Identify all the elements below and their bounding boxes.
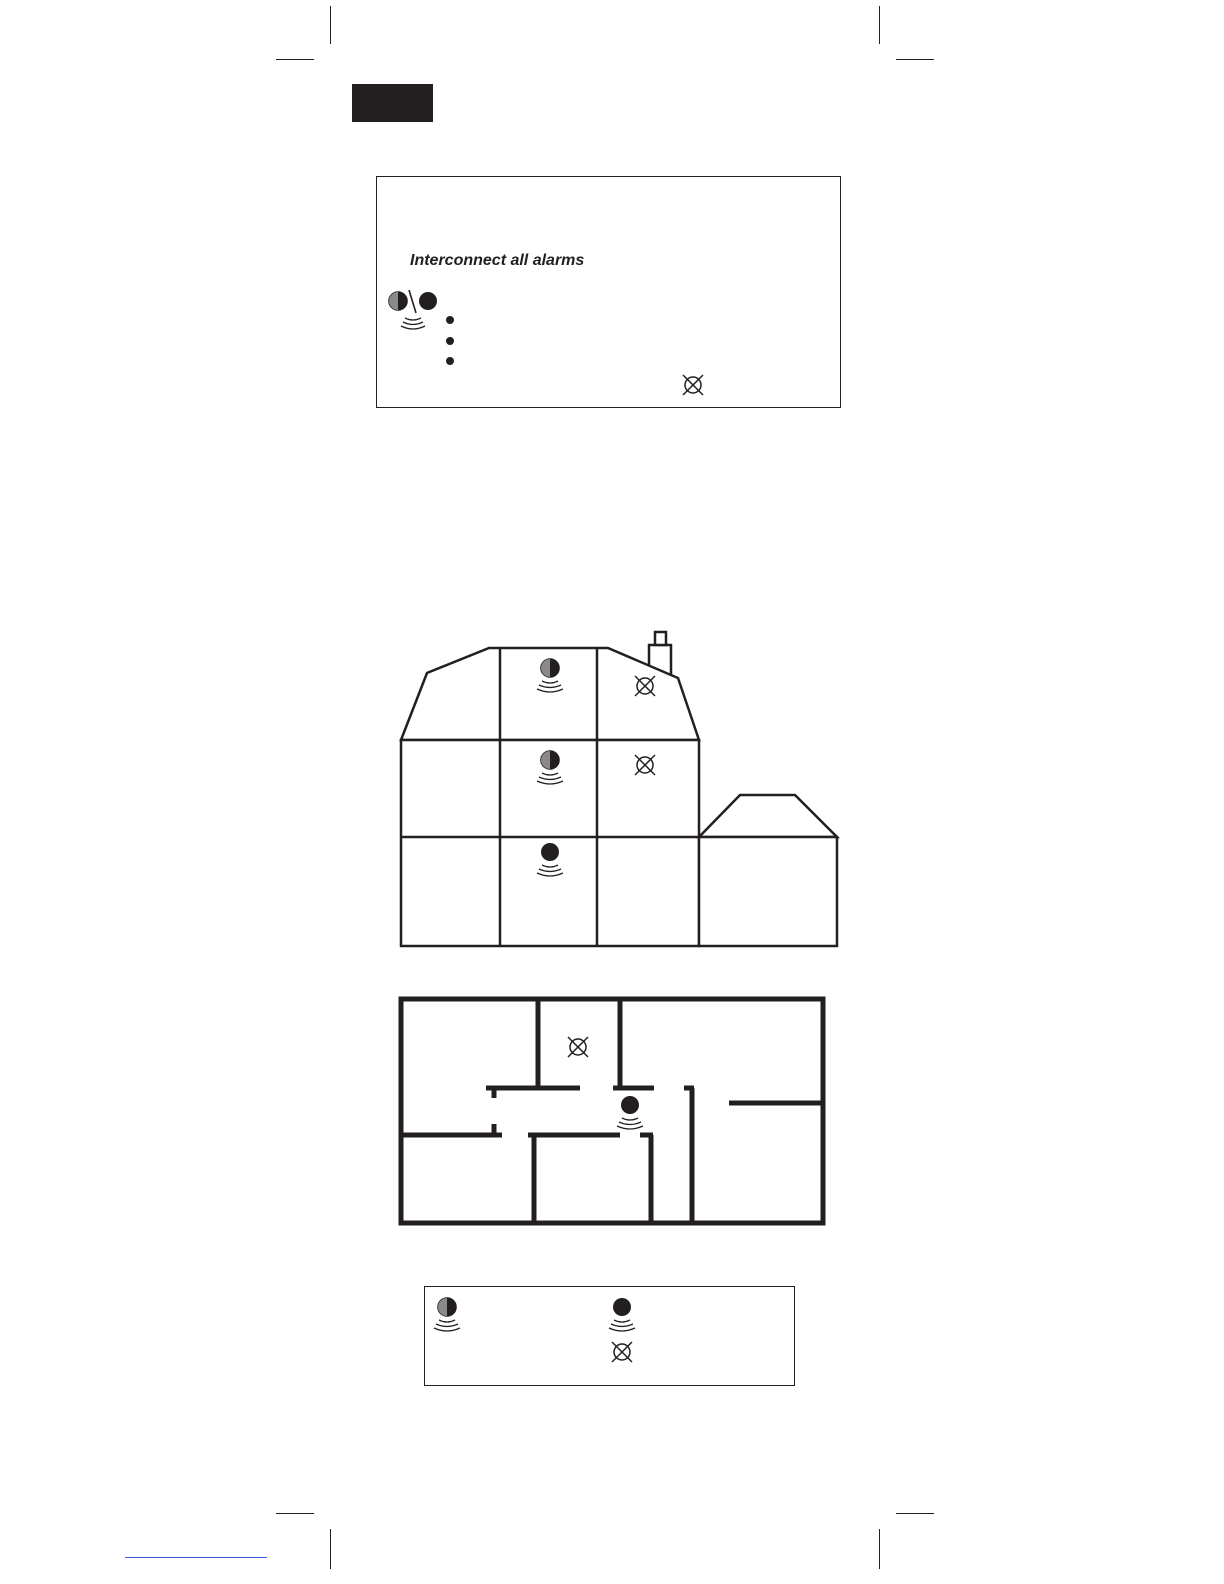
no-smoke-alarm-icon (612, 1342, 632, 1362)
optical-or-heat-alarm-icon (389, 290, 437, 329)
heat-alarm-icon (609, 1298, 635, 1331)
house-elevation (401, 632, 837, 946)
floor-plan (401, 999, 823, 1223)
no-smoke-alarm-icon (683, 375, 703, 395)
no-smoke-alarm-icon (568, 1037, 588, 1057)
optical-smoke-alarm-icon (434, 1298, 460, 1331)
info-heading: Interconnect all alarms (410, 252, 585, 269)
heat-alarm-icon (617, 1096, 643, 1129)
